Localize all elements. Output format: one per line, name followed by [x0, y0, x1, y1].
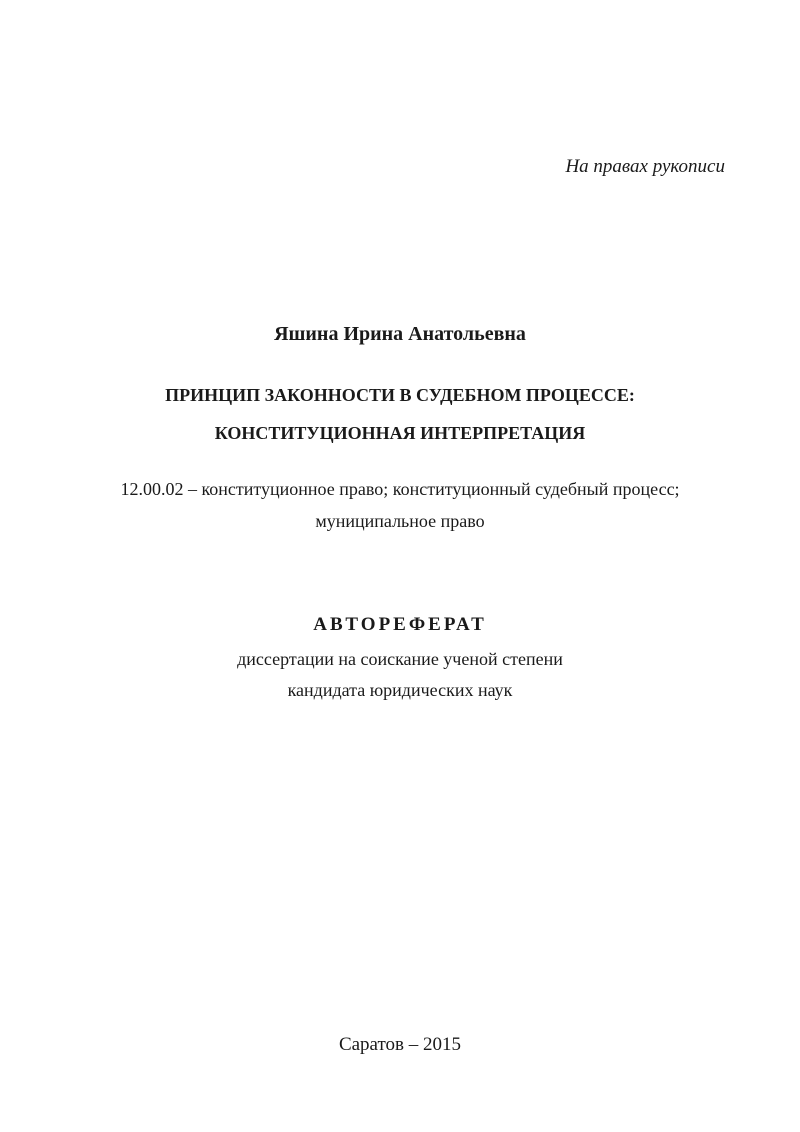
author-name: Яшина Ирина Анатольевна: [274, 323, 526, 345]
manuscript-note: На правах рукописи: [565, 156, 725, 177]
dissertation-title-line-2: КОНСТИТУЦИОННАЯ ИНТЕРПРЕТАЦИЯ: [214, 423, 586, 443]
city-year: Саратов – 2015: [338, 1034, 462, 1055]
specialty-line-1: 12.00.02 – конституционное право; конституционный судебный процесс;: [120, 479, 680, 499]
degree-line-2: кандидата юридических наук: [287, 680, 513, 700]
document-type: АВТОРЕФЕРАТ: [313, 614, 487, 635]
dissertation-title-line-1: ПРИНЦИП ЗАКОННОСТИ В СУДЕБНОМ ПРОЦЕССЕ:: [165, 385, 635, 405]
specialty-line-2: муниципальное право: [315, 511, 485, 531]
degree-line-1: диссертации на соискание ученой степени: [237, 649, 563, 669]
